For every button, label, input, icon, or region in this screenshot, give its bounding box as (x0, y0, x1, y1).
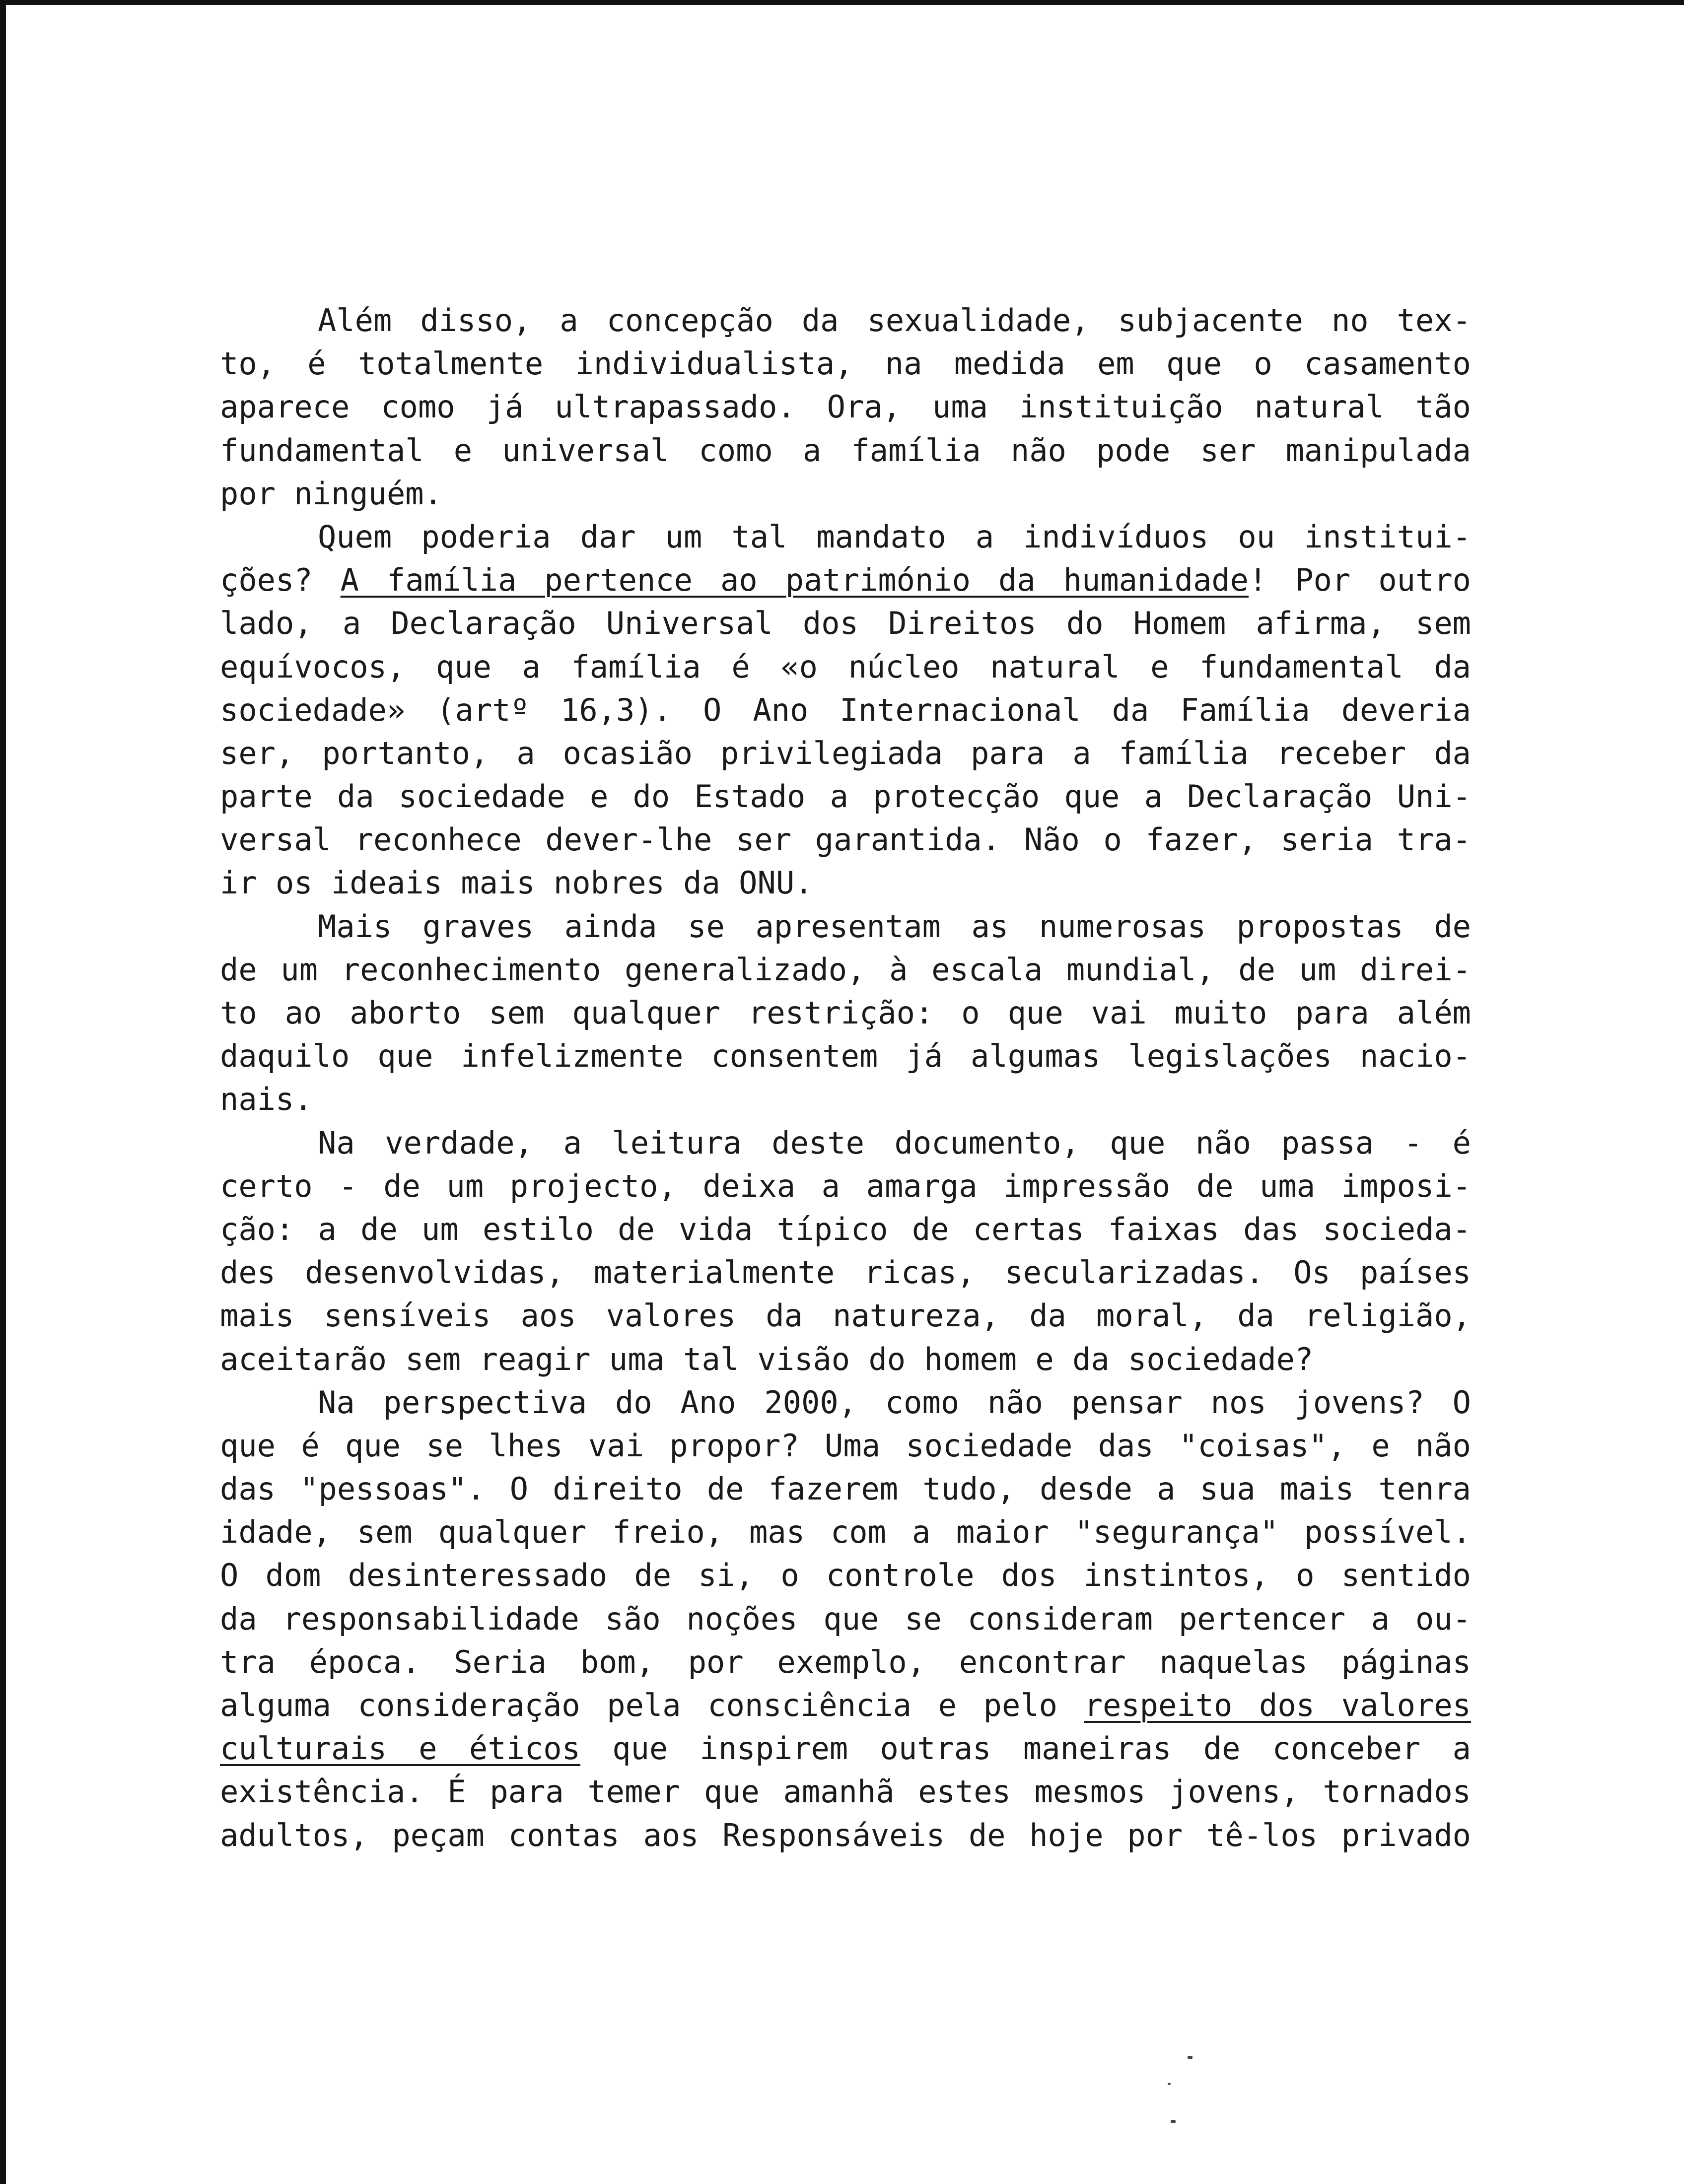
text-line: versal reconhece dever-lhe ser garantida. Não o fazer, seria tra- (220, 821, 1471, 858)
scan-border-top (0, 0, 1684, 5)
text-run: alguma consideração pela consciência e pelo (220, 1687, 1084, 1723)
text-line: de um reconhecimento generalizado, à escala mundial, de um direi- (220, 951, 1471, 988)
underlined-phrase: culturais e éticos (220, 1730, 580, 1767)
text-line: ser, portanto, a ocasião privilegiada para a família receber da (220, 735, 1471, 771)
text-line: parte da sociedade e do Estado a protecção que a Declaração Uni- (220, 778, 1471, 815)
text-line: sociedade» (artº 16,3). O Ano Internacional da Família deveria (220, 691, 1471, 728)
text-line: Mais graves ainda se apresentam as numerosas propostas de (318, 908, 1471, 945)
text-line: da responsabilidade são noções que se consideram pertencer a ou- (220, 1600, 1471, 1637)
text-line (220, 1684, 1471, 1727)
text-line: aparece como já ultrapassado. Ora, uma instituição natural tão (220, 389, 1471, 425)
document-body (220, 299, 1471, 1857)
text-line: mais sensíveis aos valores da natureza, da moral, da religião, (220, 1297, 1471, 1334)
text-line: adultos, peçam contas aos Responsáveis de hoje por tê-los privado (220, 1817, 1471, 1853)
text-line: Além disso, a concepção da sexualidade, subjacente no tex- (318, 302, 1471, 339)
text-run: que inspirem outras maneiras de conceber a (580, 1730, 1471, 1767)
text-run: ! Por outro (1248, 562, 1471, 599)
text-line: des desenvolvidas, materialmente ricas, secularizadas. Os países (220, 1254, 1471, 1291)
text-line: daquilo que infelizmente consentem já algumas legislações nacio- (220, 1038, 1471, 1075)
text-line: Quem poderia dar um tal mandato a indivíduos ou institui- (318, 518, 1471, 555)
text-line: to ao aborto sem qualquer restrição: o que vai muito para além (220, 995, 1471, 1031)
text-line: certo - de um projecto, deixa a amarga impressão de uma imposi- (220, 1167, 1471, 1204)
text-line: que é que se lhes vai propor? Uma sociedade das "coisas", e não (220, 1427, 1471, 1464)
text-line: Na perspectiva do Ano 2000, como não pensar nos jovens? O (318, 1384, 1471, 1421)
text-line: tra época. Seria bom, por exemplo, encontrar naquelas páginas (220, 1643, 1471, 1680)
underlined-phrase: A família pertence ao património da humanidade (340, 562, 1249, 599)
scan-speck (1168, 2083, 1171, 2085)
text-line: aceitarão sem reagir uma tal visão do homem e da sociedade? (220, 1341, 1314, 1377)
text-line: ir os ideais mais nobres da ONU. (220, 865, 813, 901)
text-line: das "pessoas". O direito de fazerem tudo, desde a sua mais tenra (220, 1471, 1471, 1507)
text-line: nais. (220, 1081, 313, 1118)
text-line: existência. É para temer que amanhã estes mesmos jovens, tornados (220, 1774, 1471, 1810)
text-line: ção: a de um estilo de vida típico de certas faixas das socieda- (220, 1211, 1471, 1247)
text-line: Na verdade, a leitura deste documento, que não passa - é (318, 1124, 1471, 1161)
scan-border-left (0, 0, 6, 2184)
text-line (220, 1727, 1471, 1770)
text-line: idade, sem qualquer freio, mas com a maior "segurança" possível. (220, 1514, 1471, 1551)
text-line: por ninguém. (220, 475, 442, 512)
text-run: ções? (220, 562, 341, 599)
scan-speck (1188, 2056, 1193, 2059)
text-line: O dom desinteressado de si, o controle dos instintos, o sentido (220, 1557, 1471, 1594)
text-line: to, é totalmente individualista, na medida em que o casamento (220, 345, 1471, 382)
scan-speck (1171, 2120, 1176, 2123)
text-line: equívocos, que a família é «o núcleo natural e fundamental da (220, 648, 1471, 685)
underlined-phrase: respeito dos valores (1084, 1687, 1471, 1723)
text-line: fundamental e universal como a família não pode ser manipulada (220, 432, 1471, 469)
text-line (220, 558, 1471, 602)
text-line: lado, a Declaração Universal dos Direitos do Homem afirma, sem (220, 605, 1471, 642)
